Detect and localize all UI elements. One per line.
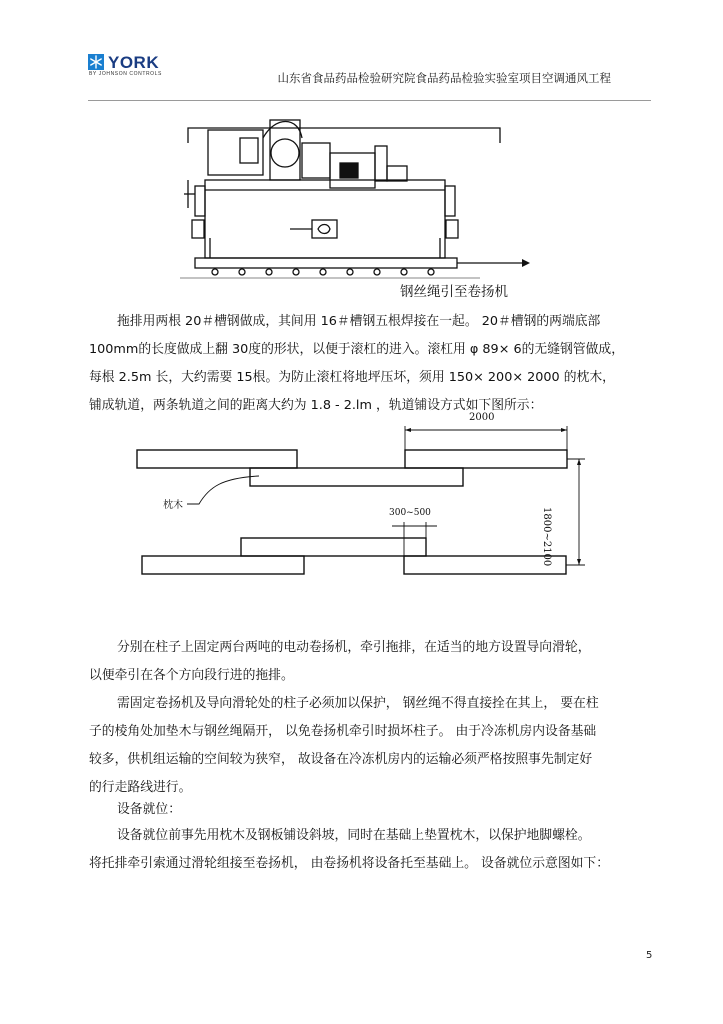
chiller-skid-drawing [180, 108, 530, 300]
text-line: 100mm的长度做成上翻 30度的形状，以便于滚杠的进入。滚杠用 φ 89× 6的无缝钢管做成， [89, 342, 625, 357]
snowflake-icon [88, 54, 104, 70]
text-line: 较多，供机组运输的空间较为狭窄， 故设备在冷冻机房内的运输必须严格按照事先制定好 [89, 752, 593, 767]
text-line: 将托排牵引索通过滑轮组接至卷扬机， 由卷扬机将设备托至基础上。 设备就位示意图如下： [89, 856, 610, 871]
text-line: 每根 2.5m 长，大约需要 15根。为防止滚杠将地坪压坏，须用 150× 200× 2000 的枕木， [89, 370, 615, 385]
logo-text: YORK [108, 53, 160, 72]
text-line: 设备就位： [117, 802, 181, 817]
text-line: 铺成轨道，两条轨道之间的距离大约为 1.8 - 2.lm ，轨道铺设方式如下图所示： [89, 398, 543, 413]
paragraph-equipment-positioning-heading [89, 796, 651, 824]
text-line: 的行走路线进行。 [89, 780, 192, 795]
sleeper-label: 枕木 [163, 500, 183, 511]
paragraph-equipment-positioning [89, 822, 651, 878]
page-number: 5 [646, 950, 653, 961]
header-divider [88, 100, 651, 101]
text-line: 子的棱角处加垫木与钢丝绳隔开， 以免卷扬机牵引时损坏柱子。 由于冷冻机房内设备基础 [89, 724, 597, 739]
dimension-length-label: 2000 [469, 412, 495, 423]
text-line: 分别在柱子上固定两台两吨的电动卷扬机，牵引拖排，在适当的地方设置导向滑轮， [117, 640, 591, 655]
text-line: 设备就位前事先用枕木及钢板铺设斜坡，同时在基础上垫置枕木，以保护地脚螺栓。 [117, 828, 591, 843]
text-line: 以便牵引在各个方向段行进的拖排。 [89, 668, 294, 683]
track-layout-drawing [117, 412, 610, 622]
dimension-gap-label: 300~500 [389, 508, 431, 518]
logo-subtext: BY JOHNSON CONTROLS [89, 71, 162, 77]
text-line: 拖排用两根 20＃槽钢做成，其间用 16＃槽钢五根焊接在一起。 20＃槽钢的两端底部 [117, 314, 601, 329]
paragraph-skid-construction [89, 308, 651, 420]
dimension-spacing-label: 1800~2100 [541, 507, 552, 567]
track-layout-figure [117, 412, 610, 622]
paragraph-column-protection [89, 690, 651, 802]
text-line: 需固定卷扬机及导向滑轮处的柱子必须加以保护， 钢丝绳不得直接拴在其上， 要在柱 [117, 696, 599, 711]
chiller-skid-figure [180, 108, 530, 300]
page-header-title: 山东省食品药品检验研究院食品药品检验实验室项目空调通风工程 [277, 71, 611, 85]
paragraph-winch-setup [89, 634, 651, 690]
wire-rope-label: 钢丝绳引至卷扬机 [400, 284, 508, 300]
york-logo [88, 53, 168, 79]
